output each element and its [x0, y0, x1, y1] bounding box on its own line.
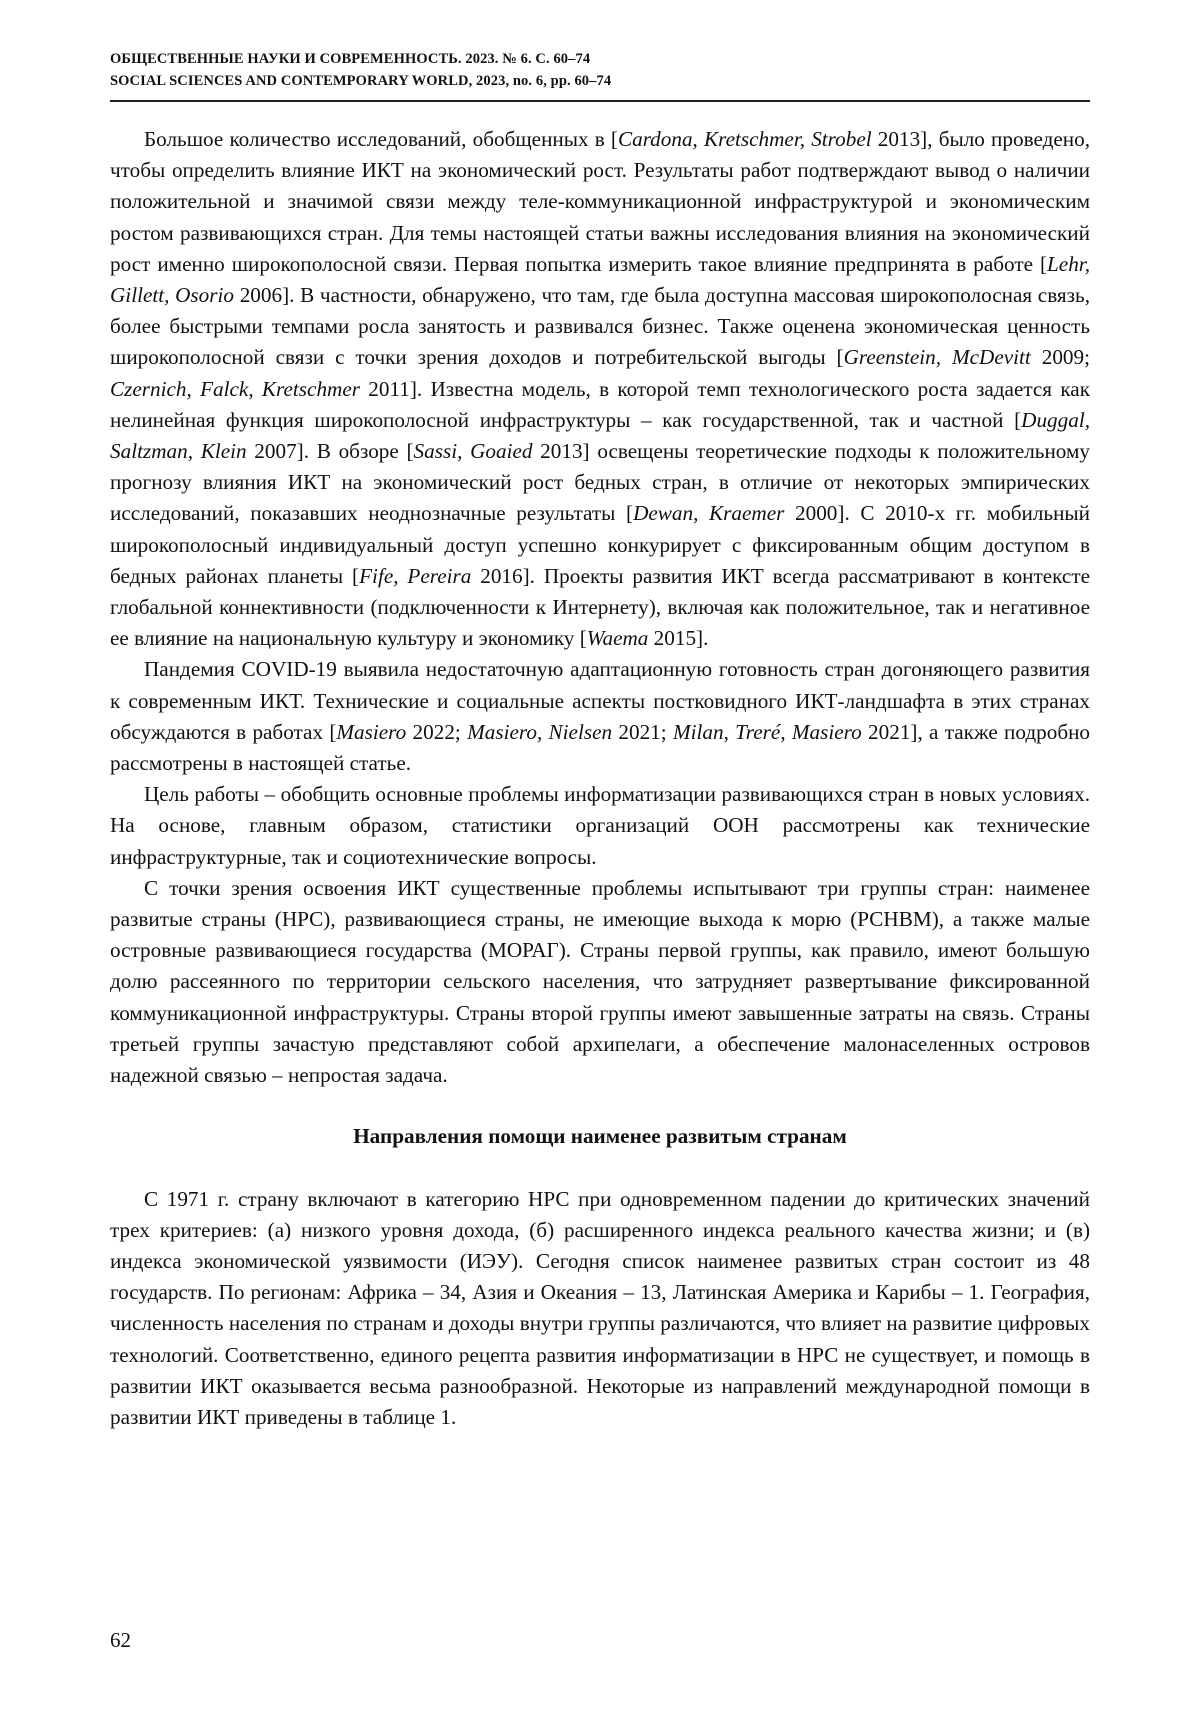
journal-title-en: SOCIAL SCIENCES AND CONTEMPORARY WORLD, 2023, no. 6, pp. 60–74 — [110, 73, 612, 89]
header-rule — [110, 100, 1090, 102]
paragraph-goal: Цель работы – обобщить основные проблемы информатизации развивающихся стран в новых условиях. На основе, главным образом, статистики организаций ООН рассмотрены как технические инфраструктурные, так и социотехнические вопросы. — [110, 782, 1090, 869]
article-body — [110, 124, 1090, 1433]
running-head — [110, 48, 1090, 92]
citation-authors: Fife, Pereira — [359, 563, 472, 588]
citation-authors: Duggal, Saltzman, Klein — [110, 407, 1090, 464]
citation-authors: Sassi, Goaied — [413, 439, 533, 464]
page-number: 62 — [110, 1628, 131, 1652]
citation-authors: Waema — [586, 626, 649, 651]
citation-authors: Treré — [735, 719, 781, 744]
citation-authors: Lehr, Gillett, Osorio — [110, 251, 1090, 308]
citation-authors: Greenstein, McDevitt — [843, 345, 1031, 370]
paragraph-covid: Пандемия COVID-19 выявила недостаточную адаптационную готовность стран догоняющего развития к современным ИКТ. Технические и социальные аспекты постковидного ИКТ-ландшафта в этих странах обсуждаются в работах [Masiero 2022; Masiero, Nielsen 2021; Milan, Treré, Masiero 2021], а также подробно рассмотрены в настоящей статье. — [110, 657, 1091, 776]
journal-title-ru: ОБЩЕСТВЕННЫЕ НАУКИ И СОВРЕМЕННОСТЬ. 2023. № 6. С. 60–74 — [110, 51, 591, 67]
citation-authors: Milan — [672, 719, 724, 744]
paragraph-literature-review: Большое количество исследований, обобщенных в [Cardona, Kretschmer, Strobel 2013], было проведено, чтобы определить влияние ИКТ на экономический рост. Результаты работ подтверждают вывод о наличии положительной и значимой связи между теле-коммуникационной инфраструктурой и экономическим ростом развивающихся стран. Для темы настоящей статьи важны исследования влияния на экономический рост именно широкополосной связи. Первая попытка измерить такое влияние предпринята в работе [Lehr, Gillett, Osorio 2006]. В частности, обнаружено, что там, где была доступна массовая широкополосная связь, более быстрыми темпами росла занятость и развивался бизнес. Также оценена экономическая ценность широкополосной связи с точки зрения доходов и потребительской выгоды [Greenstein, McDevitt 2009; Czernich, Falck, Kretschmer 2011]. Известна модель, в которой темп технологического роста задается как нелинейная функция широкополосной инфраструктуры – как государственной, так и частной [Duggal, Saltzman, Klein 2007]. В обзоре [Sassi, Goaied 2013] освещены теоретические подходы к положительному прогнозу влияния ИКТ на экономический рост бедных стран, в отличие от некоторых эмпирических исследований, показавших неоднозначные результаты [Dewan, Kraemer 2000]. С 2010-х гг. мобильный широкополосный индивидуальный доступ успешно конкурирует с фиксированным общим доступом в бедных районах планеты [Fife, Pereira 2016]. Проекты развития ИКТ всегда рассматривают в контексте глобальной коннективности (подключенности к Интернету), включая как положительное, так и негативное ее влияние на национальную культуру и экономику [Waema 2015]. — [110, 127, 1090, 651]
citation-authors: Masiero — [791, 719, 862, 744]
citation-authors: Dewan, Kraemer — [633, 501, 785, 526]
paragraph-country-groups: С точки зрения освоения ИКТ существенные проблемы испытывают три группы стран: наименее развитые страны (НРС), развивающиеся страны, не имеющие выхода к морю (РСНВМ), а также малые островные развивающиеся государства (МОРАГ). Страны первой группы, как правило, имеют большую долю рассеянного по территории сельского населения, что затрудняет развертывание фиксированной коммуникационной инфраструктуры. Страны второй группы имеют завышенные затраты на связь. Страны третьей группы зачастую представляют собой архипелаги, а обеспечение малонаселенных островов надежной связью – непростая задача. — [110, 875, 1090, 1088]
paragraph-ldc-criteria: С 1971 г. страну включают в категорию НРС при одновременном падении до критических значений трех критериев: (а) низкого уровня дохода, (б) расширенного индекса реального качества жизни; и (в) индекса экономической уязвимости (ИЭУ). Сегодня список наименее развитых стран состоит из 48 государств. По регионам: Африка – 34, Азия и Океания – 13, Латинская Америка и Карибы – 1. География, численность населения по странам и доходы внутри группы различаются, что влияет на развитие цифровых технологий. Соответственно, единого рецепта развития информатизации в НРС не существует, и помощь в развитии ИКТ оказывается весьма разнообразной. Некоторые из направлений международной помощи в развитии ИКТ приведены в таблице 1. — [110, 1186, 1090, 1429]
citation-authors: Masiero — [336, 719, 407, 744]
citation-authors: Czernich, Falck, Kretschmer — [110, 376, 360, 401]
citation-authors: Masiero, Nielsen — [467, 719, 613, 744]
citation-authors: Cardona, Kretschmer, Strobel — [617, 127, 872, 151]
section-heading: Направления помощи наименее развитым странам — [353, 1124, 847, 1149]
journal-page — [110, 0, 1090, 1710]
